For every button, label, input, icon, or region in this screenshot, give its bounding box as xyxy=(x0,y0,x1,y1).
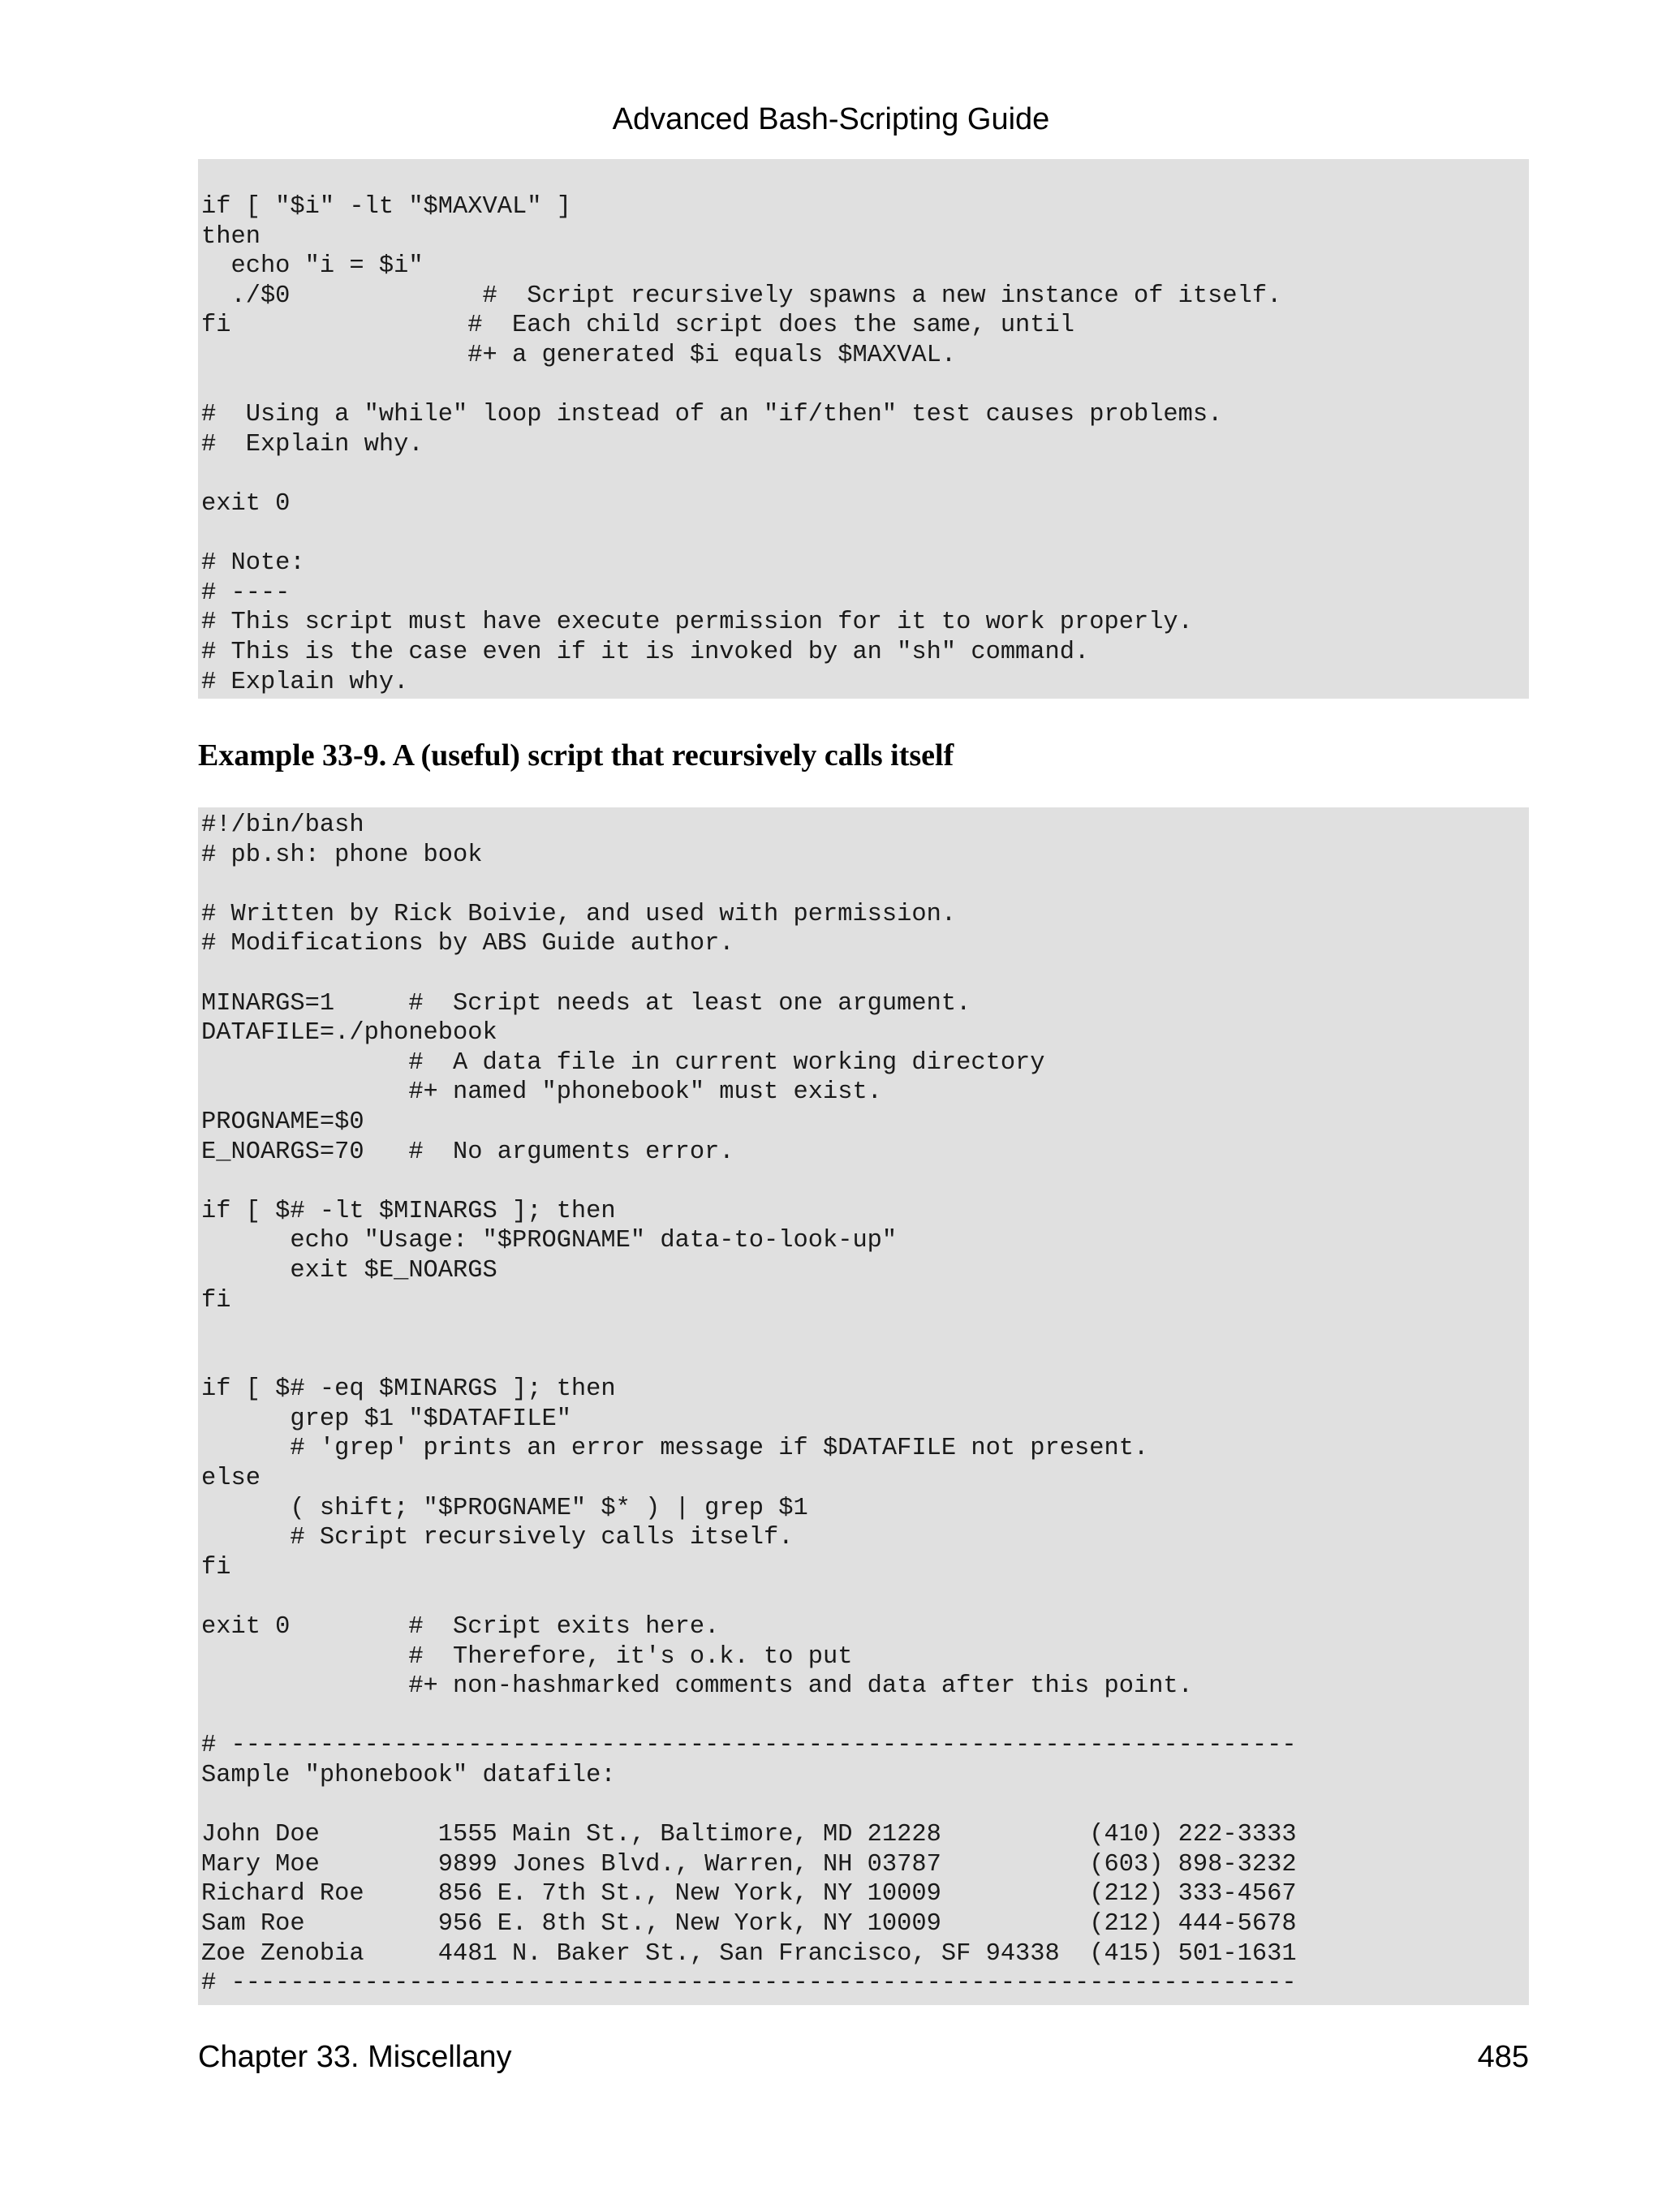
code-listing-phone-book: #!/bin/bash # pb.sh: phone book # Written by Rick Boivie, and used with permission. # Modifications by ABS Guide author. MINARGS=1 # Script needs at least one argument. DATAFILE=./phonebook # A data file in current working directory #+ named "phonebook" must exist. PROGNAME=$0 E_NOARGS=70 # No arguments error. if [ $# -lt $MINARGS ]; then echo "Usage: "$PROGNAME" data-to-look-up" exit $E_NOARGS fi if [ $# -eq $MINARGS ]; then grep $1 "$DATAFILE" # 'grep' prints an error message if $DATAFILE not present. else ( shift; "$PROGNAME" $* ) | grep $1 # Script recursively calls itself. fi exit 0 # Script exits here. # Therefore, it's o.k. to put #+ non-hashmarked comments and data after this point. # ------------------------------------------------------------------------ Sample "phonebook" datafile: John Doe 1555 Main St., Baltimore, MD 21228 (410) 222-3333 Mary Moe 9899 Jones Blvd., Warren, NH 03787 (603) 898-3232 Richard Roe 856 E. 7th St., New York, NY 10009 (212) 333-4567 Sam Roe 956 E. 8th St., New York, NY 10009 (212) 444-5678 Zoe Zenobia 4481 N. Baker St., San Francisco, SF 94338 (415) 501-1631 # ------------------------------------------------------------------------ xyxy=(198,807,1529,2005)
footer-page-number: 485 xyxy=(1477,2040,1529,2074)
code-listing-top: if [ "$i" -lt "$MAXVAL" ] then echo "i = $i" ./$0 # Script recursively spawns a new instance of itself. fi # Each child script does the same, until #+ a generated $i equals $MAXVAL. # Using a "while" loop instead of an "if/then" test causes problems. # Explain why. exit 0 # Note: # ---- # This script must have execute permission for it to work properly. # This is the case even if it is invoked by an "sh" command. # Explain why. xyxy=(198,159,1529,699)
example-title: Example 33-9. A (useful) script that recursively calls itself xyxy=(198,738,954,772)
footer-chapter: Chapter 33. Miscellany xyxy=(198,2040,512,2074)
running-header: Advanced Bash-Scripting Guide xyxy=(612,102,1050,136)
